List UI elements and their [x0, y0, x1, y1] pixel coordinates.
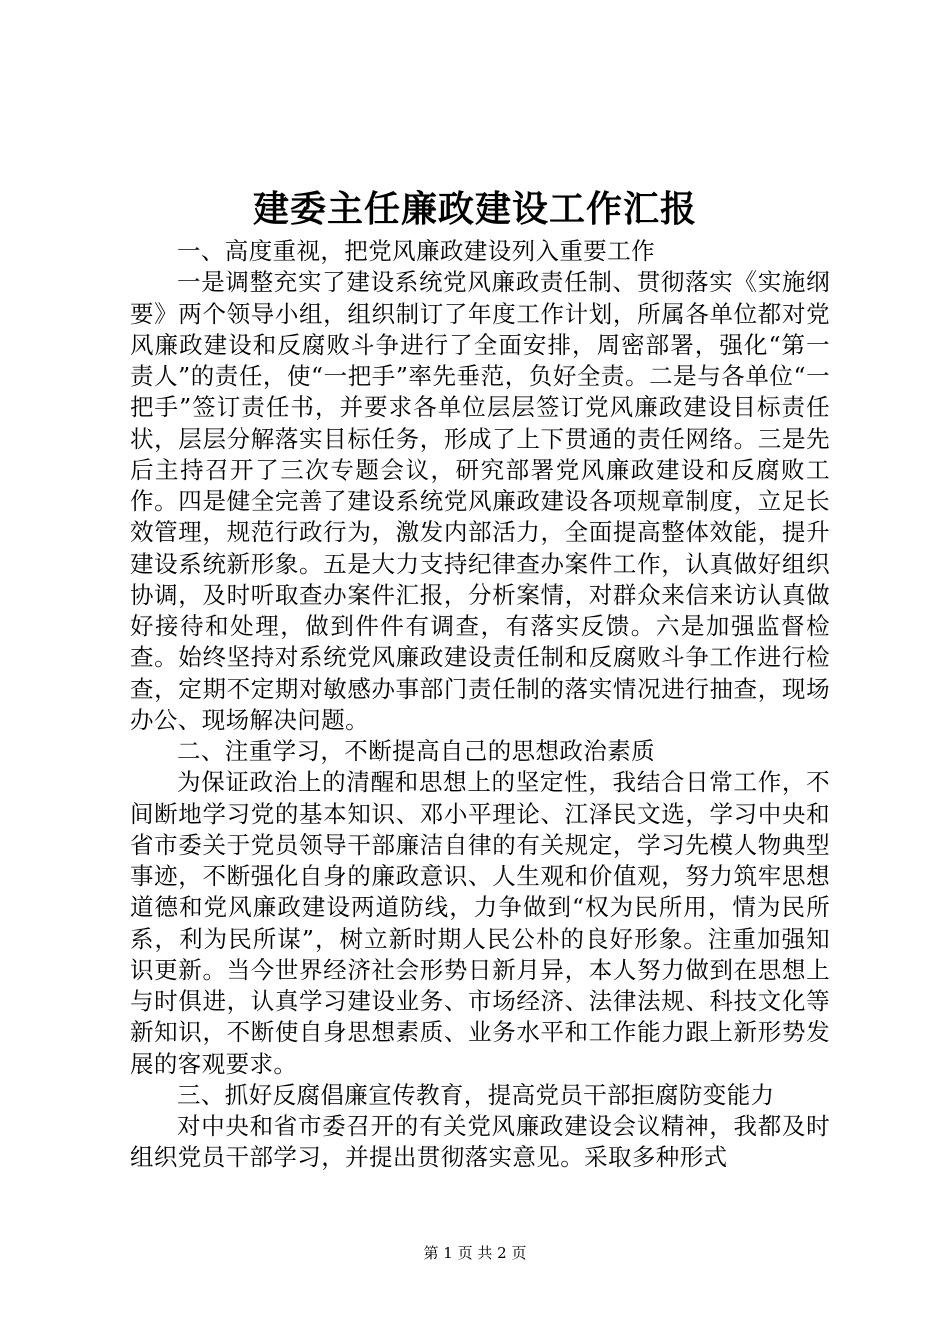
section-paragraph-3: 对中央和省市委召开的有关党风廉政建设会议精神，我都及时组织党员干部学习，并提出贯彻落实意见。采取多种形式	[130, 1112, 830, 1172]
document-body	[130, 236, 830, 1174]
document-title: 建委主任廉政建设工作汇报	[252, 188, 697, 230]
page-number-footer: 第 1 页 共 2 页	[423, 1244, 527, 1262]
section-heading-1: 一、高度重视，把党风廉政建设列入重要工作	[177, 237, 655, 265]
section-heading-3: 三、抓好反腐倡廉宣传教育，提高党员干部拒腐防变能力	[177, 1080, 775, 1109]
section-paragraph-1: 一是调整充实了建设系统党风廉政责任制、贯彻落实《实施纲要》两个领导小组，组织制订了年度工作计划，所属各单位都对党风廉政建设和反腐败斗争进行了全面安排，周密部署，强化“第一责人”的责任，使“一把手”率先垂范，负好全责。二是与各单位“一把手”签订责任书，并要求各单位层层签订党风廉政建设目标责任状，层层分解落实目标任务，形成了上下贯通的责任网络。三是先后主持召开了三次专题会议，研究部署党风廉政建设和反腐败工作。四是健全完善了建设系统党风廉政建设各项规章制度，立足长效管理，规范行政行为，激发内部活力，全面提高整体效能，提升建设系统新形象。五是大力支持纪律查办案件工作，认真做好组织协调，及时听取查办案件汇报，分析案情，对群众来信来访认真做好接待和处理，做到件件有调查，有落实反馈。六是加强监督检查。始终坚持对系统党风廉政建设责任制和反腐败斗争工作进行检查，定期不定期对敏感办事部门责任制的落实情况进行抽查，现场办公、现场解决问题。	[130, 268, 830, 734]
section-heading-2: 二、注重学习，不断提高自己的思想政治素质	[177, 737, 655, 765]
section-paragraph-2: 为保证政治上的清醒和思想上的坚定性，我结合日常工作，不间断地学习党的基本知识、邓小平理论、江泽民文选，学习中央和省市委关于党员领导干部廉洁自律的有关规定，学习先模人物典型事迹，不断强化自身的廉政意识、人生观和价值观，努力筑牢思想道德和党风廉政建设两道防线，力争做到“权为民所用，情为民所系，利为民所谋”，树立新时期人民公朴的良好形象。注重加强知识更新。当今世界经济社会形势日新月异，本人努力做到在思想上与时俱进，认真学习建设业务、市场经济、法律法规、科技文化等新知识，不断使自身思想素质、业务水平和工作能力跟上新形势发展的客观要求。	[130, 768, 830, 1078]
